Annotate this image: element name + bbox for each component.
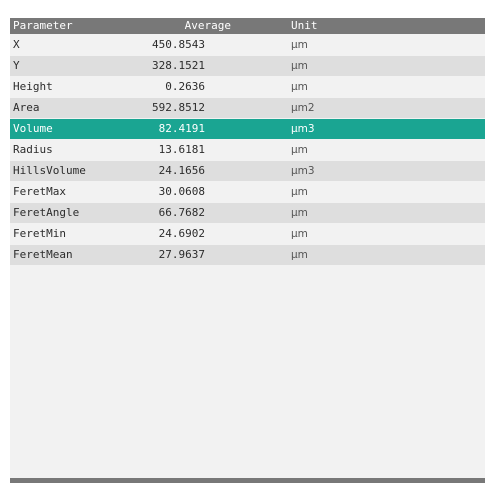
column-header-average[interactable]: Average: [184, 19, 231, 32]
row-unit: µm2: [291, 102, 315, 114]
row-parameter: HillsVolume: [13, 164, 86, 177]
row-average: 27.9637: [158, 248, 205, 261]
row-unit: µm: [291, 39, 308, 51]
row-unit: µm3: [291, 123, 315, 135]
column-header-parameter[interactable]: Parameter: [13, 19, 73, 32]
table-row-feretmean[interactable]: [10, 245, 485, 265]
row-unit: µm: [291, 81, 308, 93]
row-parameter: X: [13, 38, 20, 51]
column-header-unit[interactable]: Unit: [291, 19, 318, 32]
table-row-feretmin[interactable]: [10, 224, 485, 244]
row-parameter: Height: [13, 80, 53, 93]
row-unit: µm3: [291, 165, 315, 177]
row-unit: µm: [291, 144, 308, 156]
table-row-height[interactable]: [10, 77, 485, 97]
table-row-feretangle[interactable]: [10, 203, 485, 223]
row-unit: µm: [291, 186, 308, 198]
row-parameter: FeretMax: [13, 185, 66, 198]
table-row-feretmax[interactable]: [10, 182, 485, 202]
row-parameter: FeretMin: [13, 227, 66, 240]
row-parameter: Radius: [13, 143, 53, 156]
row-average: 450.8543: [152, 38, 205, 51]
row-average: 24.1656: [158, 164, 205, 177]
row-average: 328.1521: [152, 59, 205, 72]
row-unit: µm: [291, 207, 308, 219]
row-parameter: Y: [13, 59, 20, 72]
parameter-table: [10, 18, 485, 483]
row-parameter: FeretMean: [13, 248, 73, 261]
bottom-scrollbar[interactable]: [10, 478, 485, 483]
table-row-area[interactable]: [10, 98, 485, 118]
table-row-y[interactable]: [10, 56, 485, 76]
row-average: 66.7682: [158, 206, 205, 219]
table-row-volume-selected[interactable]: [10, 119, 485, 139]
row-average: 13.6181: [158, 143, 205, 156]
row-unit: µm: [291, 249, 308, 261]
row-average: 82.4191: [158, 122, 205, 135]
row-unit: µm: [291, 228, 308, 240]
row-average: 592.8512: [152, 101, 205, 114]
row-average: 24.6902: [158, 227, 205, 240]
row-unit: µm: [291, 60, 308, 72]
table-header: [10, 18, 485, 34]
table-row-hillsvolume[interactable]: [10, 161, 485, 181]
table-row-radius[interactable]: [10, 140, 485, 160]
row-average: 0.2636: [165, 80, 205, 93]
row-average: 30.0608: [158, 185, 205, 198]
row-parameter: Area: [13, 101, 40, 114]
row-parameter: Volume: [13, 122, 53, 135]
table-row-x[interactable]: [10, 35, 485, 55]
row-parameter: FeretAngle: [13, 206, 80, 219]
